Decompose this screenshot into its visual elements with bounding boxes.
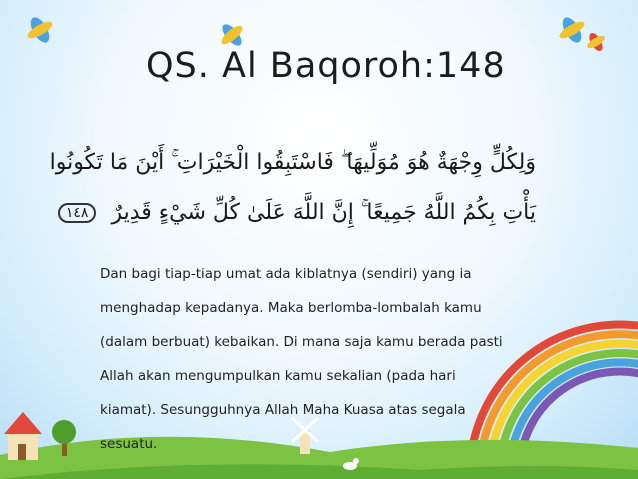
translation-line-4: Allah akan mengumpulkan kamu sekalian (pada hari (100, 368, 456, 384)
translation-line-6: sesuatu. (100, 436, 158, 452)
page-title: QS. Al Baqoroh:148 (146, 46, 506, 86)
house-icon (4, 412, 42, 460)
kite-icon (582, 28, 609, 55)
kite-icon (553, 11, 591, 49)
translation-line-2: menghadap kepadanya. Maka berlomba-lombalah kamu (100, 300, 482, 316)
translation-line-3: (dalam berbuat) kebaikan. Di mana saja kamu berada pasti (100, 334, 503, 350)
arabic-verse-line-2-text: يَأْتِ بِكُمُ اللَّهُ جَمِيعًا ۚ إِنَّ اللَّهَ عَلَىٰ كُلِّ شَيْءٍ قَدِيرٌ (111, 200, 536, 225)
arabic-verse-line-1: وَلِكُلٍّ وِجْهَةٌ هُوَ مُوَلِّيهَا ۖ فَاسْتَبِقُوا الْخَيْرَاتِ ۚ أَيْنَ مَا تَكُونُوا (49, 150, 536, 175)
translation-line-1: Dan bagi tiap-tiap umat ada kiblatnya (sendiri) yang ia (100, 266, 472, 282)
kite-icon (21, 11, 59, 49)
arabic-verse-line-2 (65, 200, 536, 225)
translation-line-5: kiamat). Sesungguhnya Allah Maha Kuasa atas segala (100, 402, 466, 418)
verse-number-badge: ١٤٨ (58, 203, 97, 223)
